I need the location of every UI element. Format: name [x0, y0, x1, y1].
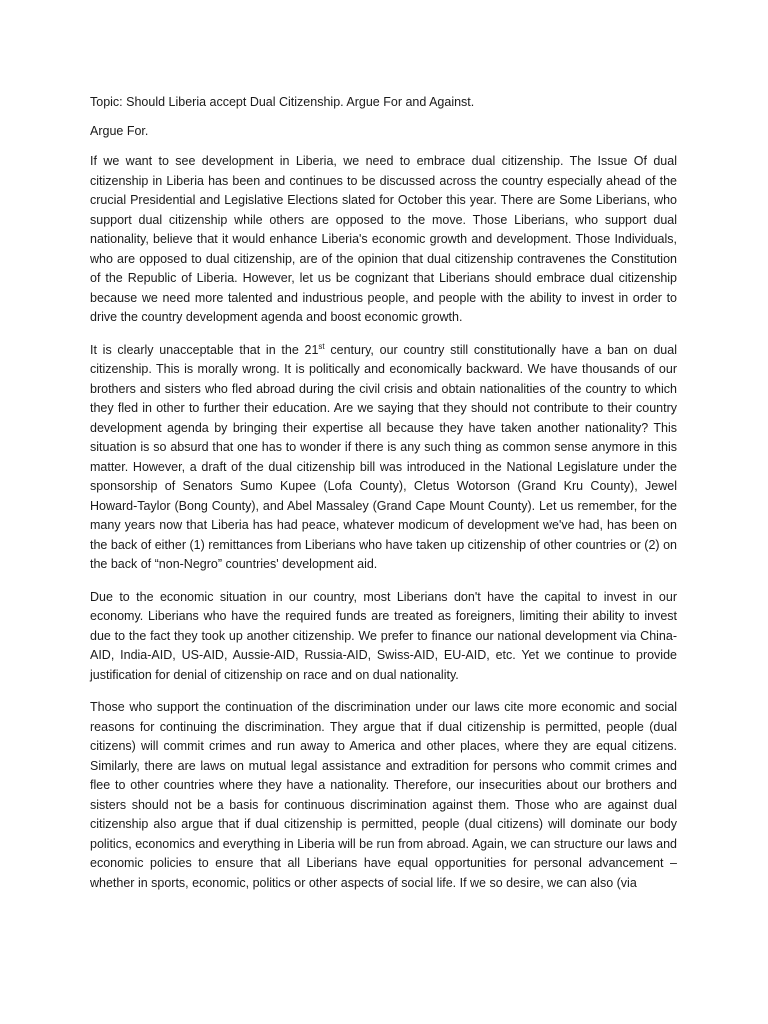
section-heading: Argue For. [90, 123, 149, 138]
topic-heading: Topic: Should Liberia accept Dual Citizenship. Argue For and Against. [90, 95, 475, 109]
paragraph-2-text-rest: century, our country still constitutionally have a ban on dual citizenship. This is morally wrong. It is politically and economically backward. We have thousands of our brothers and sisters who fled abroad during the civil crisis and obtain nationalities of the country to which they fled in other to further their education. Are we saying that they should not contribute to their country development agenda by bringing their expertise all because they have taken another nationality? This situation is so absurd that one has to wonder if there is any such thing as common sense anymore in this matter. However, a draft of the dual citizenship bill was introduced in the National Legislature under the sponsorship of Senators Sumo Kupee (Lofa County), Cletus Wotorson (Grand Kru County), Jewel Howard-Taylor (Bong County), and Abel Massaley (Grand Cape Mount County). Let us remember, for the many years now that Liberia has had peace, whatever modicum of development we've had, has been on the back of either (1) remittances from Liberians who have taken up citizenship of other countries or (2) on the back of “non-Negro” countries' development aid. [90, 342, 677, 571]
paragraph-2-text-start: It is clearly unacceptable that in the 21 [90, 342, 319, 357]
document-page [90, 93, 677, 906]
paragraph-3: Due to the economic situation in our country, most Liberians don't have the capital to invest in our economy. Liberians who have the required funds are treated as foreigners, limiting their ability to invest due to the fact they took up another citizenship. We prefer to finance our national development via China-AID, India-AID, US-AID, Aussie-AID, Russia-AID, Swiss-AID, EU-AID, etc. Yet we continue to provide justification for denial of citizenship on race and on dual nationality. [90, 589, 677, 682]
paragraph-2 [90, 341, 677, 575]
ordinal-suffix: st [318, 341, 325, 351]
paragraph-1: If we want to see development in Liberia, we need to embrace dual citizenship. The Issue Of dual citizenship in Liberia has been and continues to be discussed across the country especially ahead of the crucial Presidential and Legislative Elections slated for October this year. There are Some Liberians, who support dual citizenship while others are opposed to the move. Those Liberians, who support dual nationality, believe that it would enhance Liberia's economic growth and development. Those Individuals, who are opposed to dual citizenship, are of the opinion that dual citizenship contravenes the Constitution of the Republic of Liberia. However, let us be cognizant that Liberians should embrace dual citizenship because we need more talented and industrious people, and people with the ability to invest in order to drive the country development agenda and boost economic growth. [90, 154, 677, 324]
paragraph-4: Those who support the continuation of the discrimination under our laws cite more economic and social reasons for continuing the discrimination. They argue that if dual citizenship is permitted, people (dual citizens) will commit crimes and run away to America and other places, where they are equal citizens. Similarly, there are laws on mutual legal assistance and extradition for persons who commit crimes and flee to other countries where they have a nationality. Therefore, our insecurities about our brothers and sisters should not be a basis for continuous discrimination against them. Those who are against dual citizenship also argue that if dual citizenship is permitted, people (dual citizens) will dominate our body politics, economics and everything in Liberia will be run from abroad. Again, we can structure our laws and economic policies to ensure that all Liberians have equal opportunities for personal advancement – whether in sports, economic, politics or other aspects of social life. If we so desire, we can also (via [90, 700, 677, 890]
